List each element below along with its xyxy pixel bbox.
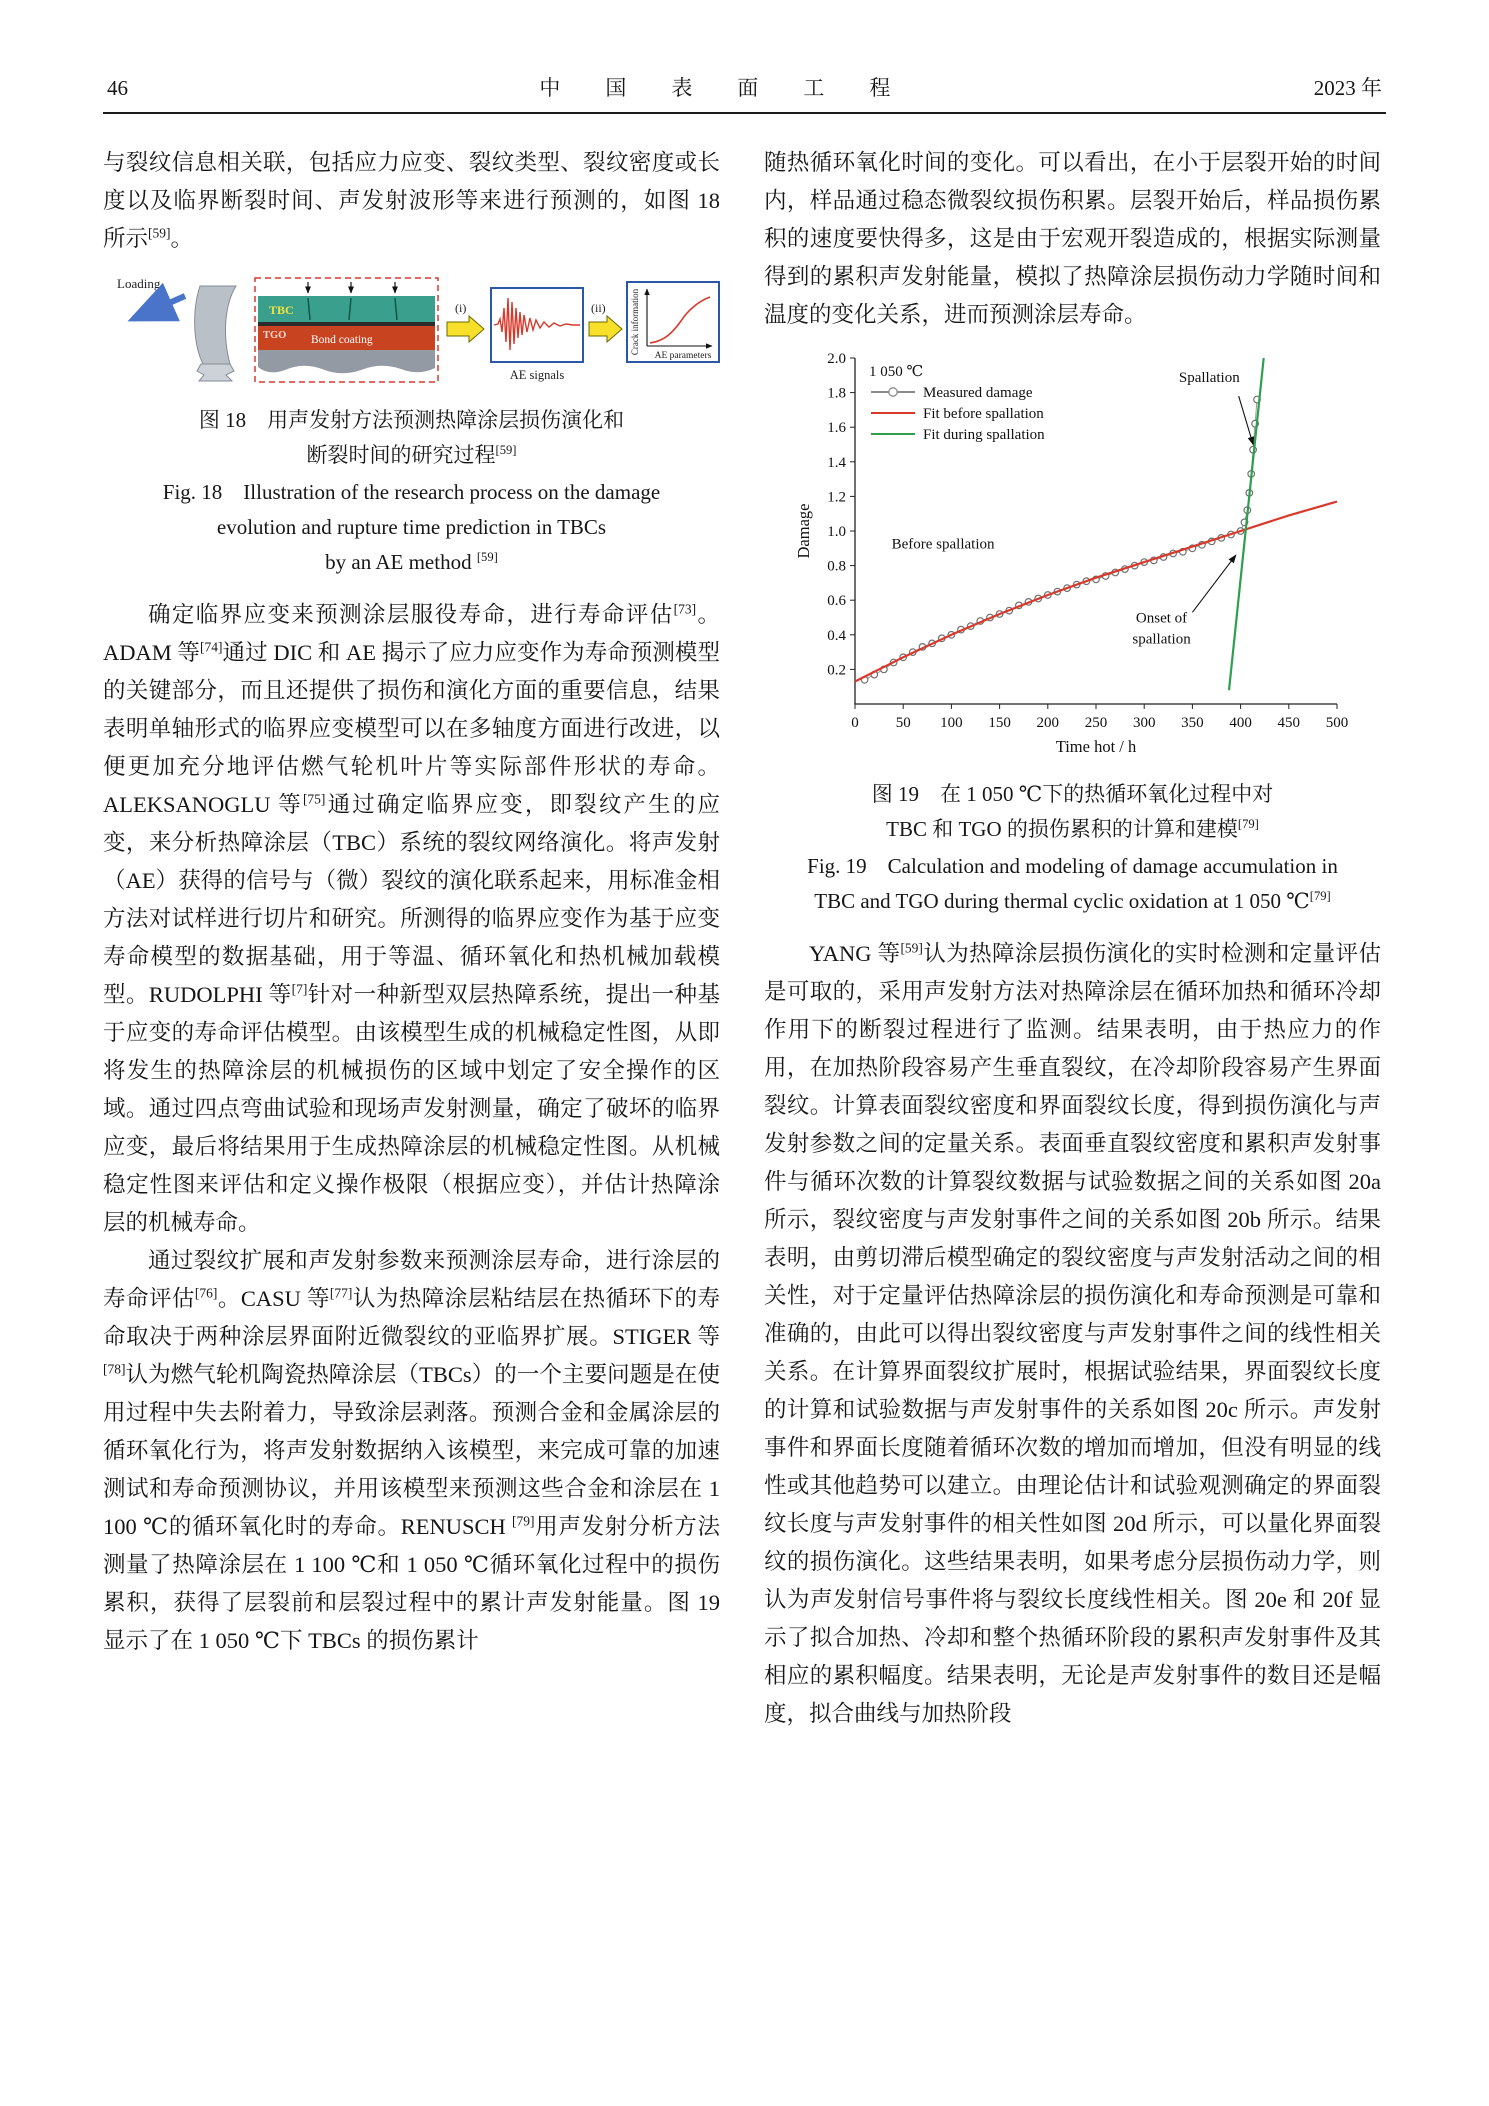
- journal-title: 中 国 表 面 工 程: [539, 76, 903, 100]
- annotation-arrow-icon: [1192, 555, 1235, 612]
- y-tick-label: 0.6: [826, 593, 846, 610]
- caption-line: by an AE method [59]: [325, 550, 498, 574]
- y-tick-label: 0.8: [826, 558, 846, 575]
- step-i-arrow-icon: [447, 316, 484, 342]
- body-paragraph-3: 通过裂纹扩展和声发射参数来预测涂层寿命，进行涂层的寿命评估[76]。CASU 等[77]认为热障涂层粘结层在热循环下的寿命取决于两种涂层界面附近微裂纹的亚临界扩展。STIGER 等[78]认为燃气轮机陶瓷热障涂层（TBCs）的一个主要问题是在使用过程中失去附着力，导致涂层剥落。预测合金和金属涂层的循环氧化行为，将声发射数据纳入该模型，来完成可靠的加速测试和寿命预测协议，并用该模型来预测这些合金和涂层在 1 100 ℃的循环氧化时的寿命。RENUSCH [79]用声发射分析方法测量了热障涂层在 1 100 ℃和 1 050 ℃循环氧化过程中的损伤累积，获得了层裂前和层裂过程中的累计声发射能量。图 19 显示了在 1 050 ℃下 TBCs 的损伤累计: [103, 1248, 720, 1653]
- x-tick-label: 350: [1180, 715, 1204, 731]
- coating-cross-section: [255, 278, 438, 382]
- x-tick-label: 300: [1132, 715, 1155, 731]
- step-i-label: (i): [455, 301, 467, 315]
- y-tick-label: 1.2: [826, 489, 846, 506]
- x-tick-label: 0: [850, 715, 859, 731]
- chart-condition-label: 1 050 ℃: [868, 364, 923, 380]
- tbc-label: TBC: [269, 303, 294, 317]
- chart-annotation: spallation: [1131, 631, 1191, 648]
- tgo-label: TGO: [263, 330, 287, 341]
- y-tick-label: 1.8: [826, 385, 846, 402]
- publication-year: 2023 年: [1313, 76, 1382, 100]
- x-tick-label: 200: [1036, 715, 1059, 731]
- right-column: [764, 144, 1381, 1733]
- caption-line: 断裂时间的研究过程[59]: [306, 443, 517, 467]
- y-tick-label: 1.6: [826, 420, 846, 437]
- two-column-body: [103, 144, 1386, 1733]
- figure-19-caption-en: [764, 849, 1381, 919]
- figure-19-caption-zh: [764, 777, 1381, 847]
- x-tick-label: 400: [1228, 715, 1252, 731]
- crack-information-box: [627, 282, 719, 362]
- damage-vs-time-plot: [793, 344, 1353, 764]
- legend-marker-icon: [888, 388, 896, 396]
- loading-label: Loading: [117, 276, 161, 291]
- figure-18-diagram: [103, 272, 721, 390]
- legend-label: Fit before spallation: [922, 406, 1044, 422]
- loading-arrow-icon: [133, 296, 185, 319]
- chart-annotation: Spallation: [1178, 370, 1240, 387]
- y-tick-label: 2.0: [826, 351, 846, 367]
- caption-line: 图 19 在 1 050 ℃下的热循环氧化过程中对: [871, 782, 1274, 806]
- y-tick-label: 0.2: [826, 662, 846, 679]
- caption-line: evolution and rupture time prediction in TBCs: [216, 515, 607, 539]
- page-number: 46: [107, 76, 128, 100]
- annotation-arrow-icon: [1238, 396, 1252, 444]
- bond-coating-label: Bond coating: [311, 334, 373, 346]
- left-column: [103, 144, 720, 1733]
- y-tick-label: 0.4: [826, 627, 846, 644]
- figure-19-chart: [764, 344, 1381, 769]
- ae-parameters-label: AE parameters: [654, 351, 712, 361]
- fit-line: [855, 502, 1337, 682]
- caption-line: Fig. 19 Calculation and modeling of damage accumulation in: [807, 854, 1338, 878]
- caption-line: Fig. 18 Illustration of the research process on the damage: [162, 480, 661, 504]
- x-axis-label: Time hot / h: [1055, 737, 1136, 756]
- body-paragraph-1: 与裂纹信息相关联，包括应力应变、裂纹类型、裂纹密度或长度以及临界断裂时间、声发射波形等来进行预测的，如图 18 所示[59]。: [103, 150, 720, 251]
- figure-18-caption-en: [103, 475, 720, 580]
- x-tick-label: 150: [987, 715, 1011, 731]
- figure-18-caption-zh: [103, 403, 720, 473]
- body-paragraph-5: YANG 等[59]认为热障涂层损伤演化的实时检测和定量评估是可取的，采用声发射方法对热障涂层在循环加热和循环冷却作用下的断裂过程进行了监测。结果表明，由于热应力的作用，在加热阶段容易产生垂直裂纹，在冷却阶段容易产生界面裂纹。计算表面裂纹密度和界面裂纹长度，得到损伤演化与声发射参数之间的定量关系。表面垂直裂纹密度和累积声发射事件与循环次数的计算裂纹数据与试验数据之间的关系如图 20a 所示，裂纹密度与声发射事件之间的关系如图 20b 所示。结果表明，由剪切滞后模型确定的裂纹密度与声发射活动之间的相关性，对于定量评估热障涂层的损伤演化和寿命预测是可靠和准确的，由此可以得出裂纹密度与声发射事件之间的线性相关关系。在计算界面裂纹扩展时，根据试验结果，界面裂纹长度的计算和试验数据与声发射事件的关系如图 20c 所示。声发射事件和界面长度随着循环次数的增加而增加，但没有明显的线性或其他趋势可以建立。由理论估计和试验观测确定的界面裂纹长度与声发射事件的相关性如图 20d 所示，可以量化界面裂纹的损伤演化。这些结果表明，如果考虑分层损伤动力学，则认为声发射信号事件将与裂纹长度线性相关。图 20e 和 20f 显示了拟合加热、冷却和整个热循环阶段的累积声发射事件及其相应的累积幅度。结果表明，无论是声发射事件的数目还是幅度，拟合曲线与加热阶段: [764, 940, 1381, 1726]
- x-tick-label: 250: [1084, 715, 1107, 731]
- x-tick-label: 100: [939, 715, 963, 731]
- x-tick-label: 450: [1277, 715, 1300, 731]
- y-axis-label: Damage: [793, 503, 813, 559]
- chart-annotation: Onset of: [1135, 610, 1187, 627]
- x-tick-label: 500: [1325, 715, 1348, 731]
- body-paragraph-4: 随热循环氧化时间的变化。可以看出，在小于层裂开始的时间内，样品通过稳态微裂纹损伤积累。层裂开始后，样品损伤累积的速度要快得多，这是由于宏观开裂造成的，根据实际测量得到的累积声发射能量，模拟了热障涂层损伤动力学随时间和温度的变化关系，进而预测涂层寿命。: [764, 150, 1381, 327]
- turbine-blade: [195, 286, 236, 381]
- caption-line: TBC 和 TGO 的损伤累积的计算和建模[79]: [886, 817, 1259, 841]
- chart-annotation: Before spallation: [891, 536, 995, 553]
- step-ii-arrow-icon: [589, 316, 622, 342]
- header-divider: [103, 112, 1386, 114]
- ae-signals-label: AE signals: [509, 368, 565, 382]
- x-tick-label: 50: [895, 715, 911, 731]
- figure-18: [103, 272, 720, 395]
- legend-label: Fit during spallation: [922, 427, 1045, 443]
- page-header: [103, 72, 1386, 112]
- caption-line: TBC and TGO during thermal cyclic oxidation at 1 050 ℃[79]: [814, 889, 1331, 913]
- body-paragraph-2: 确定临界应变来预测涂层服役寿命，进行寿命评估[73]。ADAM 等[74]通过 DIC 和 AE 揭示了应力应变作为寿命预测模型的关键部分，而且还提供了损伤和演化方面的重要信息，结果表明单轴形式的临界应变模型可以在多轴度方面进行改进，以便更加充分地评估燃气轮机叶片等实际部件形状的寿命。ALEKSANOGLU 等[75]通过确定临界应变，即裂纹产生的应变，来分析热障涂层（TBC）系统的裂纹网络演化。将声发射（AE）获得的信号与（微）裂纹的演化联系起来，用标准金相方法对试样进行切片和研究。所测得的临界应变作为基于应变寿命模型的数据基础，用于等温、循环氧化和热机械加载模型。RUDOLPHI 等[7]针对一种新型双层热障系统，提出一种基于应变的寿命评估模型。由该模型生成的机械稳定性图，从即将发生的热障涂层的机械损伤的区域中划定了安全操作的区域。通过四点弯曲试验和现场声发射测量，确定了破坏的临界应变，最后将结果用于生成热障涂层的机械稳定性图。从机械稳定性图来评估和定义操作极限（根据应变），并估计热障涂层的机械寿命。: [103, 601, 720, 1235]
- ae-signal-box: [491, 288, 583, 362]
- step-ii-label: (ii): [591, 301, 606, 315]
- legend-label: Measured damage: [922, 385, 1033, 401]
- y-tick-label: 1.4: [826, 454, 846, 471]
- caption-line: 图 18 用声发射方法预测热障涂层损伤演化和: [198, 408, 625, 432]
- y-tick-label: 1.0: [826, 524, 846, 540]
- crack-information-label: Crack information: [630, 288, 640, 356]
